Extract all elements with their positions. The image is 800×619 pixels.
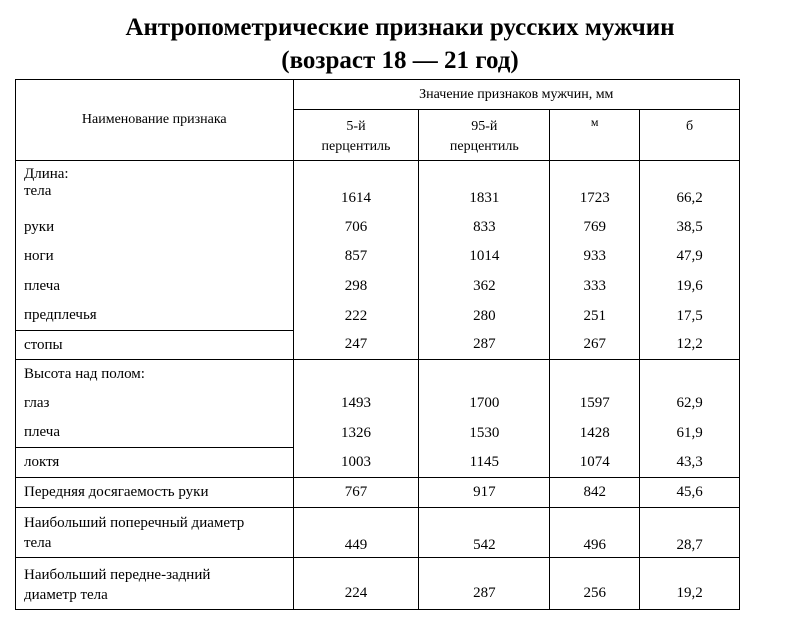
table-row — [16, 389, 740, 419]
cell-p95: 1014 — [419, 242, 550, 272]
cell-p5: 1493 — [293, 389, 419, 419]
table-row — [16, 558, 740, 610]
table-row — [16, 331, 740, 360]
cell-mean: 769 — [550, 213, 640, 242]
cell-sigma: 17,5 — [640, 302, 740, 331]
cell-p5: 1614 — [293, 161, 419, 213]
page-title: Антропометрические признаки русских мужчин — [125, 14, 675, 41]
row-name: глаз — [16, 389, 294, 419]
table-row — [16, 161, 740, 213]
cell-p5: 298 — [293, 272, 419, 302]
cell-p5: 857 — [293, 242, 419, 272]
row-name: локтя — [16, 448, 294, 478]
cell-p95: 1145 — [419, 448, 550, 478]
table-row — [16, 419, 740, 448]
row-name: ноги — [16, 242, 294, 272]
row-name: предплечья — [16, 302, 294, 331]
cell-p5: 1326 — [293, 419, 419, 448]
row-name: тела — [24, 183, 52, 199]
cell-sigma: 47,9 — [640, 242, 740, 272]
row-name: плеча — [16, 419, 294, 448]
table-row — [16, 272, 740, 302]
cell-p95: 1530 — [419, 419, 550, 448]
cell-sigma: 28,7 — [640, 508, 740, 558]
cell-sigma: 45,6 — [640, 478, 740, 508]
row-name: стопы — [16, 331, 294, 360]
cell-p5: 224 — [293, 558, 419, 610]
cell-mean: 842 — [550, 478, 640, 508]
cell-p5: 247 — [293, 331, 419, 360]
cell-sigma: 19,2 — [640, 558, 740, 610]
header-mean: м — [550, 110, 640, 161]
row-name: Наибольший поперечный диаметр тела — [16, 508, 294, 558]
table-row — [16, 213, 740, 242]
table-row — [16, 242, 740, 272]
cell-p95: 917 — [419, 478, 550, 508]
cell-sigma: 12,2 — [640, 331, 740, 360]
cell-p95: 833 — [419, 213, 550, 242]
cell-p5: 222 — [293, 302, 419, 331]
page-subtitle: (возраст 18 — 21 год) — [281, 47, 519, 74]
table-frame — [15, 79, 740, 619]
cell-p5: 767 — [293, 478, 419, 508]
header-sigma: б — [640, 110, 740, 161]
cell-mean: 1723 — [550, 161, 640, 213]
cell-mean: 496 — [550, 508, 640, 558]
cell-sigma: 61,9 — [640, 419, 740, 448]
cell-p95: 362 — [419, 272, 550, 302]
table-row — [16, 302, 740, 331]
table-row — [16, 448, 740, 478]
cell-p95: 1831 — [419, 161, 550, 213]
cell-p5: 1003 — [293, 448, 419, 478]
header-values: Значение признаков мужчин, мм — [293, 80, 739, 110]
header-p5: 5-й перцентиль — [293, 110, 419, 161]
header-p95: 95-й перцентиль — [419, 110, 550, 161]
header-feature-name: Наименование признака — [16, 80, 294, 161]
cell-sigma: 19,6 — [640, 272, 740, 302]
cell-mean: 256 — [550, 558, 640, 610]
row-name: плеча — [16, 272, 294, 302]
table-row — [16, 360, 740, 389]
cell-p95: 287 — [419, 331, 550, 360]
cell-sigma: 62,9 — [640, 389, 740, 419]
group-label-height: Высота над полом: — [16, 360, 294, 389]
row-name: Наибольший передне-задний диаметр тела — [16, 558, 294, 610]
group-label-length: Длина: — [24, 166, 69, 182]
cell-p95: 1700 — [419, 389, 550, 419]
row-name: Передняя досягаемость руки — [16, 478, 294, 508]
cell-sigma: 38,5 — [640, 213, 740, 242]
anthropometric-table — [15, 79, 740, 610]
cell-mean: 1428 — [550, 419, 640, 448]
cell-mean: 333 — [550, 272, 640, 302]
cell-mean: 267 — [550, 331, 640, 360]
cell-p95: 542 — [419, 508, 550, 558]
cell-sigma: 43,3 — [640, 448, 740, 478]
table-row — [16, 478, 740, 508]
table-row — [16, 508, 740, 558]
cell-mean: 1597 — [550, 389, 640, 419]
row-name: руки — [16, 213, 294, 242]
cell-mean: 251 — [550, 302, 640, 331]
cell-p95: 280 — [419, 302, 550, 331]
cell-mean: 1074 — [550, 448, 640, 478]
cell-mean: 933 — [550, 242, 640, 272]
cell-p5: 706 — [293, 213, 419, 242]
cell-sigma: 66,2 — [640, 161, 740, 213]
cell-p5: 449 — [293, 508, 419, 558]
cell-p95: 287 — [419, 558, 550, 610]
